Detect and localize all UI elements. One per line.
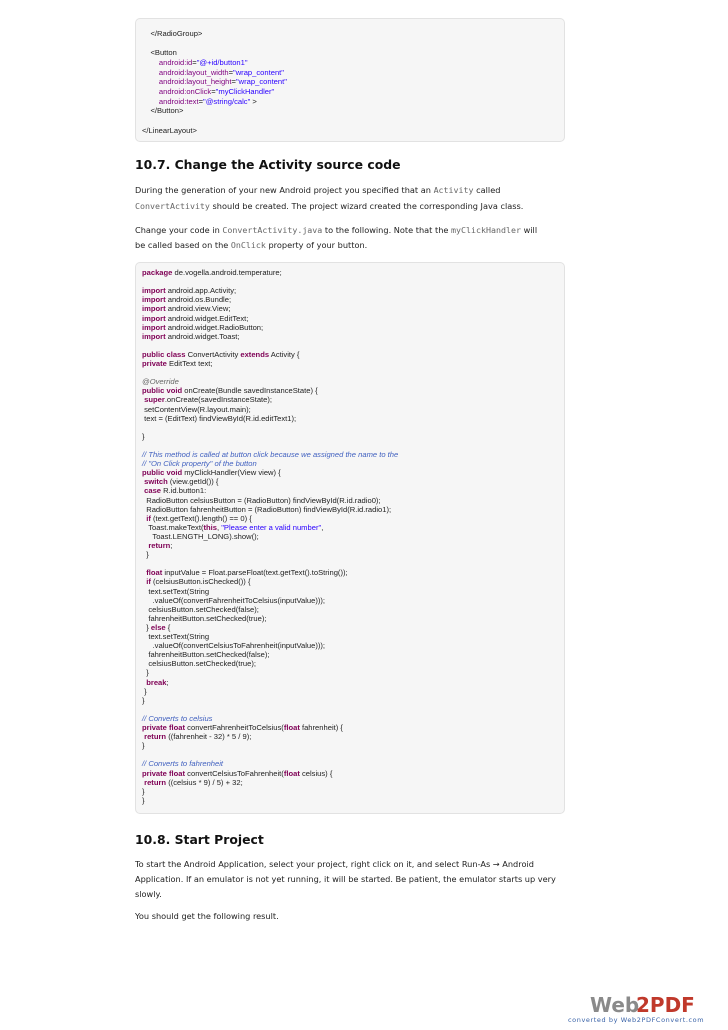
xml-code-line: android:layout_height="wrap_content" bbox=[158, 77, 287, 87]
section-heading-10-8: 10.8. Start Project bbox=[135, 832, 264, 847]
java-code-line: break; bbox=[146, 677, 169, 687]
xml-code-block bbox=[135, 18, 565, 142]
java-code-line: super.onCreate(savedInstanceState); bbox=[144, 395, 273, 405]
java-code-line: case R.id.button1: bbox=[144, 486, 207, 496]
code-onclick: OnClick bbox=[230, 240, 266, 250]
paragraph-change-code-1: Change your code in ConvertActivity.java to the following. Note that the myClickHandler will bbox=[135, 225, 538, 235]
java-code-line: text.setText(String bbox=[142, 632, 210, 641]
java-code-line: @Override bbox=[142, 377, 179, 387]
java-code-line: import android.os.Bundle; bbox=[142, 295, 232, 305]
paragraph-start-project-1: To start the Android Application, select your project, right click on it, and select Run-As → Android bbox=[135, 859, 534, 869]
web2pdf-logo bbox=[588, 992, 695, 1017]
java-code-line: Toast.LENGTH_LONG).show(); bbox=[142, 531, 259, 541]
java-code-line: if (celsiusButton.isChecked()) { bbox=[146, 577, 251, 587]
java-code-block bbox=[135, 262, 565, 814]
java-code-line: import android.widget.RadioButton; bbox=[142, 322, 264, 332]
java-code-line: import android.view.View; bbox=[142, 304, 231, 314]
java-code-line: celsiusButton.setChecked(true); bbox=[142, 659, 256, 669]
java-code-line: package de.vogella.android.temperature; bbox=[142, 268, 282, 277]
paragraph-activity-generation-2: ConvertActivity should be created. The project wizard created the corresponding Java class. bbox=[135, 201, 524, 211]
xml-code-line: </LinearLayout> bbox=[142, 125, 197, 135]
java-code-line: public void onCreate(Bundle savedInstanceState) { bbox=[142, 386, 318, 396]
java-code-line: import android.widget.Toast; bbox=[142, 331, 240, 341]
java-code-line: return ((celsius * 9) / 5) + 32; bbox=[144, 777, 243, 787]
java-code-line: } bbox=[142, 786, 145, 796]
xml-code-line: android:layout_width="wrap_content" bbox=[158, 67, 284, 77]
code-filename: ConvertActivity.java bbox=[222, 225, 323, 235]
java-code-line: text.setText(String bbox=[142, 586, 210, 596]
java-code-line: } bbox=[142, 695, 145, 705]
java-code-line: fahrenheitButton.setChecked(false); bbox=[142, 650, 270, 660]
code-click-handler: myClickHandler bbox=[451, 225, 521, 235]
java-code-line: private float convertCelsiusToFahrenheit(float celsius) { bbox=[142, 768, 333, 778]
xml-code-line: android:id="@+id/button1" bbox=[158, 57, 248, 67]
java-code-line: celsiusButton.setChecked(false); bbox=[142, 604, 259, 614]
java-code-line: } bbox=[142, 686, 147, 696]
java-code-line: fahrenheitButton.setChecked(true); bbox=[142, 613, 267, 623]
paragraph-result: You should get the following result. bbox=[135, 911, 279, 921]
java-code-line: // This method is called at button click because we assigned the name to the bbox=[142, 450, 399, 459]
java-code-line: setContentView(R.layout.main); bbox=[142, 404, 251, 414]
java-code-line: } bbox=[142, 431, 145, 441]
java-code-line: return ((fahrenheit - 32) * 5 / 9); bbox=[144, 732, 252, 742]
section-heading-10-7: 10.7. Change the Activity source code bbox=[135, 157, 401, 172]
xml-code-line: android:onClick="myClickHandler" bbox=[158, 86, 275, 96]
paragraph-activity-generation-1: During the generation of your new Android project you specified that an Activity called bbox=[135, 185, 501, 195]
java-code-line: } bbox=[142, 668, 149, 678]
java-code-line: import android.widget.EditText; bbox=[142, 313, 249, 323]
java-code-line: public void myClickHandler(View view) { bbox=[142, 468, 281, 478]
xml-code-line: android:text="@string/calc" > bbox=[158, 96, 257, 106]
java-code-line: } else { bbox=[142, 622, 171, 632]
java-code-line: .valueOf(convertFahrenheitToCelsius(inputValue))); bbox=[142, 595, 326, 605]
code-convert-activity: ConvertActivity bbox=[135, 201, 210, 211]
logo-web-text: Web bbox=[590, 993, 640, 1017]
code-activity: Activity bbox=[433, 185, 474, 195]
java-code-line: private float convertFahrenheitToCelsius(float fahrenheit) { bbox=[142, 723, 343, 732]
java-code-line: Toast.makeText(this, "Please enter a valid number", bbox=[142, 522, 324, 532]
logo-2pdf-text: 2PDF bbox=[636, 993, 695, 1017]
java-code-line: RadioButton fahrenheitButton = (RadioButton) findViewById(R.id.radio1); bbox=[142, 504, 392, 514]
xml-code-line: <Button bbox=[142, 48, 177, 58]
java-code-line: import android.app.Activity; bbox=[142, 286, 237, 296]
java-code-line: public class ConvertActivity extends Activity { bbox=[142, 349, 300, 359]
java-code-line: float inputValue = Float.parseFloat(text.getText().toString()); bbox=[146, 568, 348, 578]
java-code-line: } bbox=[142, 795, 145, 805]
java-code-line: } bbox=[142, 741, 145, 751]
java-code-line: .valueOf(convertCelsiusToFahrenheit(inputValue))); bbox=[142, 641, 326, 651]
java-code-line: // "On Click property" of the button bbox=[142, 459, 257, 469]
java-code-line: if (text.getText().length() == 0) { bbox=[146, 513, 252, 523]
paragraph-start-project-3: slowly. bbox=[135, 889, 162, 899]
xml-code-line: </Button> bbox=[142, 106, 184, 116]
java-code-line: // Converts to celsius bbox=[142, 713, 213, 723]
paragraph-change-code-2: be called based on the OnClick property of your button. bbox=[135, 240, 368, 250]
java-code-line: // Converts to fahrenheit bbox=[142, 759, 224, 769]
watermark-caption: converted by Web2PDFConvert.com bbox=[568, 1016, 705, 1024]
java-code-line: text = (EditText) findViewById(R.id.editText1); bbox=[142, 413, 297, 423]
java-code-line: return; bbox=[148, 541, 173, 550]
java-code-line: switch (view.getId()) { bbox=[144, 477, 219, 487]
xml-code-line: </RadioGroup> bbox=[142, 29, 203, 38]
paragraph-start-project-2: Application. If an emulator is not yet running, it will be started. Be patient, the emulator starts up very bbox=[135, 874, 556, 884]
java-code-line: RadioButton celsiusButton = (RadioButton) findViewById(R.id.radio0); bbox=[142, 495, 381, 505]
java-code-line: private EditText text; bbox=[142, 359, 213, 368]
java-code-line: } bbox=[142, 550, 149, 560]
